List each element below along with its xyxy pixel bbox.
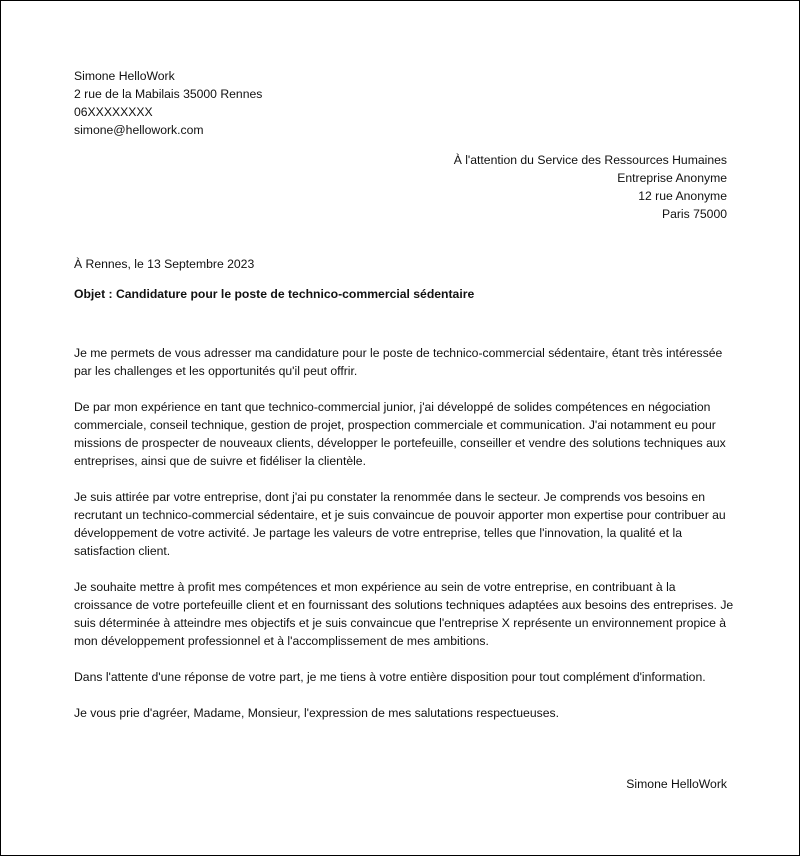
sender-address: 2 rue de la Mabilais 35000 Rennes: [74, 87, 263, 101]
recipient-company: Entreprise Anonyme: [617, 171, 727, 185]
sender-phone: 06XXXXXXXX: [74, 105, 153, 119]
sender-name: Simone HelloWork: [74, 69, 175, 83]
body-paragraph: Dans l'attente d'une réponse de votre part, je me tiens à votre entière disposition pour tout complément d'information.: [74, 670, 706, 684]
recipient-city: Paris 75000: [661, 207, 727, 221]
body-paragraph: De par mon expérience en tant que technico-commercial junior, j'ai développé de solides compétences en négociation commerciale, conseil technique, gestion de projet, prospection commerciale et communication. J'ai notamment eu pour missions de prospecter de nouveaux clients, développer le portefeuille, conseiller et vendre des solutions techniques aux entreprises, ainsi que de suivre et fidéliser la clientèle.: [74, 400, 726, 468]
sender-email: simone@hellowork.com: [74, 123, 204, 137]
letter-body: [74, 344, 734, 740]
body-paragraph: Je souhaite mettre à profit mes compétences et mon expérience au sein de votre entreprise, en contribuant à la croissance de votre portefeuille client et en fournissant des solutions techniques adaptées aux besoins des entreprises. Je suis déterminée à atteindre mes objectifs et je suis convaincue que l'entreprise X représente un environnement propice à mon développement professionnel et à l'accomplissement de mes ambitions.: [74, 580, 734, 648]
signature: Simone HelloWork: [626, 777, 727, 791]
body-paragraph: Je suis attirée par votre entreprise, dont j'ai pu constater la renommée dans le secteur. Je comprends vos besoins en recrutant un technico-commercial sédentaire, et je suis convaincue de pouvoir apporter mon expertise pour contribuer au développement de votre activité. Je partage les valeurs de votre entreprise, telles que l'innovation, la qualité et la satisfaction client.: [74, 490, 726, 558]
recipient-block: [454, 151, 727, 223]
body-paragraph: Je me permets de vous adresser ma candidature pour le poste de technico-commercial sédentaire, étant très intéressée par les challenges et les opportunités qu'il peut offrir.: [74, 346, 723, 378]
sender-block: [74, 67, 262, 139]
subject-line: Objet : Candidature pour le poste de technico-commercial sédentaire: [74, 287, 475, 301]
recipient-attention: À l'attention du Service des Ressources Humaines: [453, 153, 727, 167]
place-date: À Rennes, le 13 Septembre 2023: [74, 257, 255, 271]
recipient-street: 12 rue Anonyme: [638, 189, 727, 203]
closing-paragraph: Je vous prie d'agréer, Madame, Monsieur, l'expression de mes salutations respectueuses.: [74, 706, 559, 720]
